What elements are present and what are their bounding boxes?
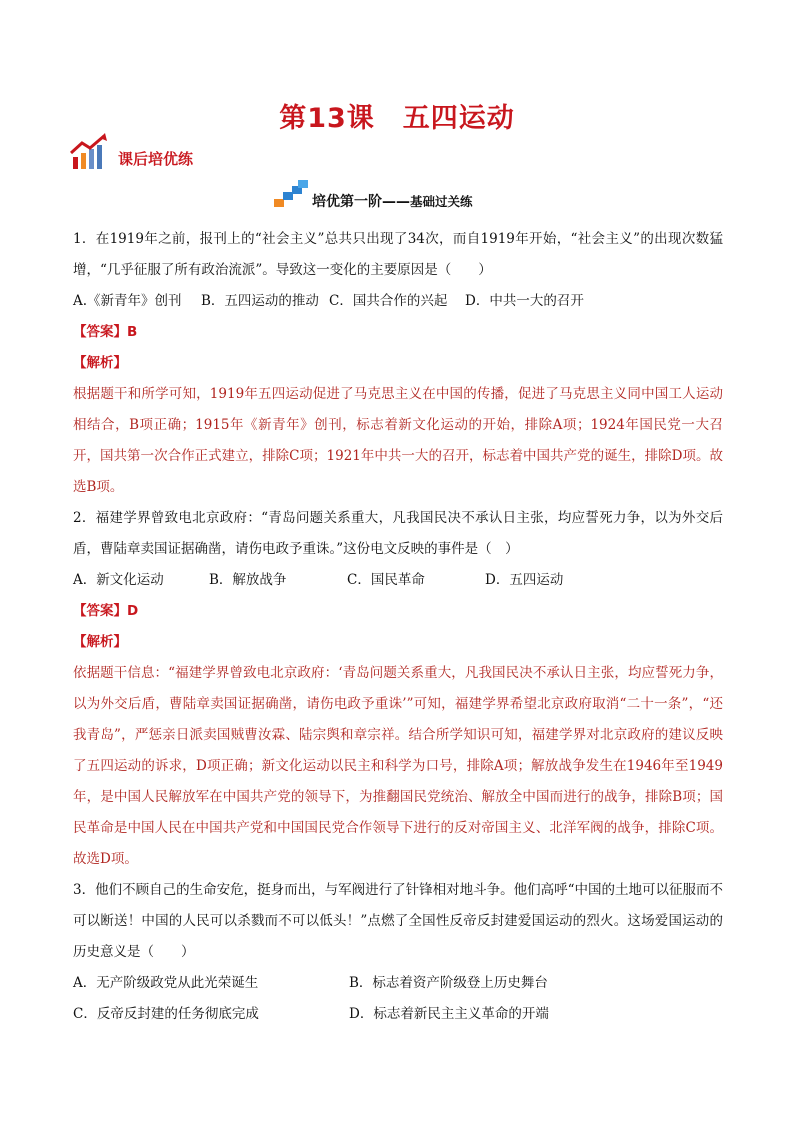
question-2-options	[73, 565, 723, 596]
question-2-stem: 2．福建学界曾致电北京政府：“青岛问题关系重大，凡我国民决不承认日主张，均应誓死力争，以为外交后盾，曹陆章卖国证据确凿，请伤电政予重诛。”这份电文反映的事件是（ ）	[73, 510, 723, 557]
option-d: D．中共一大的召开	[465, 293, 584, 309]
option-d: D．五四运动	[485, 572, 564, 588]
lesson-topic: 五四运动	[402, 103, 515, 134]
tier-sub: 基础过关练	[410, 194, 473, 209]
question-2-analysis: 依据题干信息：“福建学界曾致电北京政府：‘青岛问题关系重大，凡我国民决不承认日主张，均应誓死力争，以为外交后盾，曹陆章卖国证据确凿，请伤电政予重诛’”可知，福建学界希望北京政府取消“二十一条”，“还我青岛”，严惩亲日派卖国贼曹汝霖、陆宗舆和章宗祥。结合所学知识可知，福建学界对北京政府的建议反映了五四运动的诉求，D项正确；新文化运动以民主和科学为口号，排除A项；解放战争发生在1946年至1949年，是中国人民解放军在中国共产党的领导下，为推翻国民党统治、解放全中国而进行的战争，排除B项；国民革命是中国人民在中国共产党和中国国民党合作领导下进行的反对帝国主义、北洋军阀的战争，排除C项。故选D项。	[73, 665, 723, 867]
tier-main: 培优第一阶	[312, 194, 382, 210]
option-c: C．国共合作的兴起	[329, 293, 448, 309]
option-a: A.《新青年》创刊	[73, 293, 182, 309]
question-2-answer: 【答案】D	[73, 603, 139, 619]
lesson-number: 第13课	[279, 103, 375, 134]
section-label: 课后培优练	[118, 150, 194, 168]
option-b: B．五四运动的推动	[201, 293, 319, 309]
page-title	[0, 96, 794, 135]
option-c: C．国民革命	[347, 572, 425, 588]
option-b: B．解放战争	[209, 572, 287, 588]
question-2-analysis-label: 【解析】	[73, 634, 127, 650]
question-3-stem: 3．他们不顾自己的生命安危，挺身而出，与军阀进行了针锋相对地斗争。他们高呼“中国的土地可以征服而不可以断送！中国的人民可以杀戮而不可以低头！”点燃了全国性反帝反封建爱国运动的烈火。这场爱国运动的历史意义是（ ）	[73, 882, 723, 960]
option-b: B．标志着资产阶级登上历史舞台	[349, 975, 548, 991]
question-1-options	[73, 286, 723, 317]
option-a: A．无产阶级政党从此光荣诞生	[73, 975, 259, 991]
question-list	[73, 224, 723, 1030]
tier-heading	[312, 191, 473, 211]
option-d: D．标志着新民主主义革命的开端	[349, 1006, 549, 1022]
chart-arrow-icon	[70, 133, 110, 171]
question-1-analysis-label: 【解析】	[73, 355, 127, 371]
question-1-stem: 1．在1919年之前，报刊上的“社会主义”总共只出现了34次，而自1919年开始，“社会主义”的出现次数猛增，“几乎征服了所有政治流派”。导致这一变化的主要原因是（ ）	[73, 231, 723, 278]
option-a: A．新文化运动	[73, 572, 164, 588]
question-1-analysis: 根据题干和所学可知，1919年五四运动促进了马克思主义在中国的传播，促进了马克思主义同中国工人运动相结合，B项正确；1915年《新青年》创刊，标志着新文化运动的开始，排除A项；1924年国民党一大召开，国共第一次合作正式建立，排除C项；1921年中共一大的召开，标志着中国共产党的诞生，排除D项。故选B项。	[73, 386, 723, 495]
question-3-options	[73, 968, 723, 1030]
option-c: C．反帝反封建的任务彻底完成	[73, 1006, 259, 1022]
stairs-icon	[274, 180, 308, 208]
question-1-answer: 【答案】B	[73, 324, 138, 340]
tier-dash: ——	[382, 194, 410, 210]
